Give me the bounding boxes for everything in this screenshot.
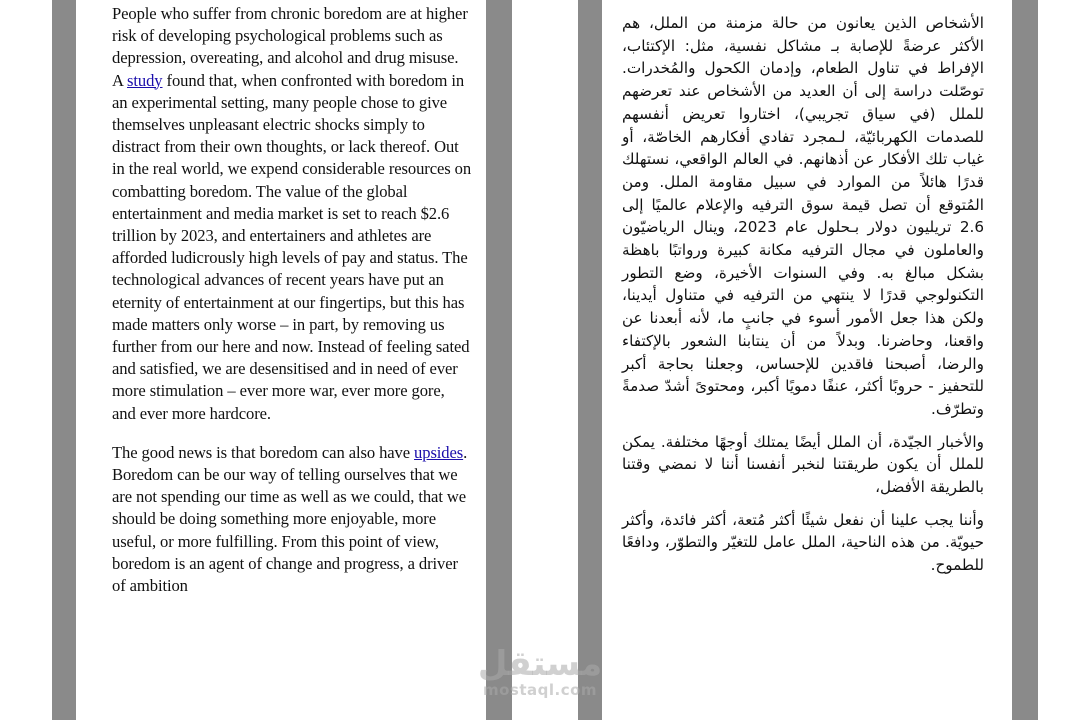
arabic-paragraph-3: وأننا يجب علينا أن نفعل شيئًا أكثر مُتعة، أكثر فائدة، وأكثر حيويّة. من هذه الناحية، الملل عامل للتغيّر والتطوّر، ودافعًا للطموح. — [622, 510, 984, 575]
middle-divider — [578, 0, 602, 720]
left-gutter — [52, 0, 76, 720]
center-gap — [486, 0, 512, 720]
english-paragraph-2: The good news is that boredom can also have upsides. Boredom can be our way of telling ourselves that we are not spending our time as well as we could, that we should be doing something more enjoyable, more useful, or more fulfilling. From this point of view, boredom is an agent of change and progress, a driver of ambition — [112, 442, 468, 596]
watermark-latin: mostaql.com — [482, 681, 598, 699]
right-gutter — [1012, 0, 1038, 720]
arabic-paragraph-2: والأخبار الجيّدة، أن الملل أيضًا يمتلك أوجهًا مختلفة. يمكن للملل أن يكون طريقتنا لنخبر أنفسنا أننا لا نمضي وقتنا بالطريقة الأفضل، — [622, 432, 984, 497]
upsides-link[interactable]: upsides — [414, 442, 464, 462]
watermark-arabic: مستقل — [477, 644, 603, 684]
study-link[interactable]: study — [127, 70, 163, 90]
english-paragraph-1: People who suffer from chronic boredom are at higher risk of developing psychological problems such as depression, overeating, and alcohol and drug misuse. A study found that, when confronted with boredom in an experimental setting, many people chose to give themselves unpleasant electric shocks simply to distract from their own thoughts, or lack thereof. Out in the real world, we expend considerable resources on combatting boredom. The value of the global entertainment and media market is set to reach $2.6 trillion by 2023, and entertainers and athletes are afforded ludicrously high levels of pay and status. The technological advances of recent years have put an eternity of entertainment at our fingertips, but this has made matters only worse – in part, by removing us further from our here and now. Instead of feeling sated and satisfied, we are desensitised and in need of ever more stimulation – ever more war, ever more gore, and ever more hardcore. — [112, 4, 472, 423]
arabic-paragraph-1: الأشخاص الذين يعانون من حالة مزمنة من الملل، هم الأكثر عرضةً للإصابة بـ مشاكل نفسية، مثل: الإكتئاب، الإفراط في تناول الطعام، وإدمان الكحول والمُخدرات. توصّلت دراسة إلى أن العديد من الأشخاص عند تعرضهم للملل (في سياق تجريبي)، اختاروا تعريض أنفسهم للصدمات الكهربائيّة، لـمجرد تفادي أفكارهم الخاصّة، أو غياب تلك الأفكار عن أذهانهم. في العالم الواقعي، نستهلك قدرًا هائلاً من الموارد في سبيل مقاومة الملل. ومن المُتوقع أن تصل قيمة سوق الترفيه والإعلام عالميًا إلى 2.6 تريليون دولار بـحلول عام 2023، وينال الرياضيّون والعاملون في مجال الترفيه مكانة كبيرة ورواتبًا باهظة بشكل مبالغ به. وفي السنوات الأخيرة، وضع التطور التكنولوجي قدرًا لا ينتهي من الترفيه في متناول أيدينا، ولكن هذا جعل الأمور أسوء في جانبٍ ما، لأنه أبعدنا عن واقعنا، وحاضرنا. وبدلاً من أن ينتابنا الشعور بالإكتفاء والرضا، أصبحنا فاقدين للإحساس، وجعلنا بحاجة أكبر للتحفيز - حروبًا أكثر، عنفًا دمويًا أكبر، ومحتوىً أشدّ صدمةً وتطرّف. — [622, 14, 984, 418]
arabic-translation-page — [602, 0, 1012, 720]
english-article-page — [76, 0, 486, 720]
